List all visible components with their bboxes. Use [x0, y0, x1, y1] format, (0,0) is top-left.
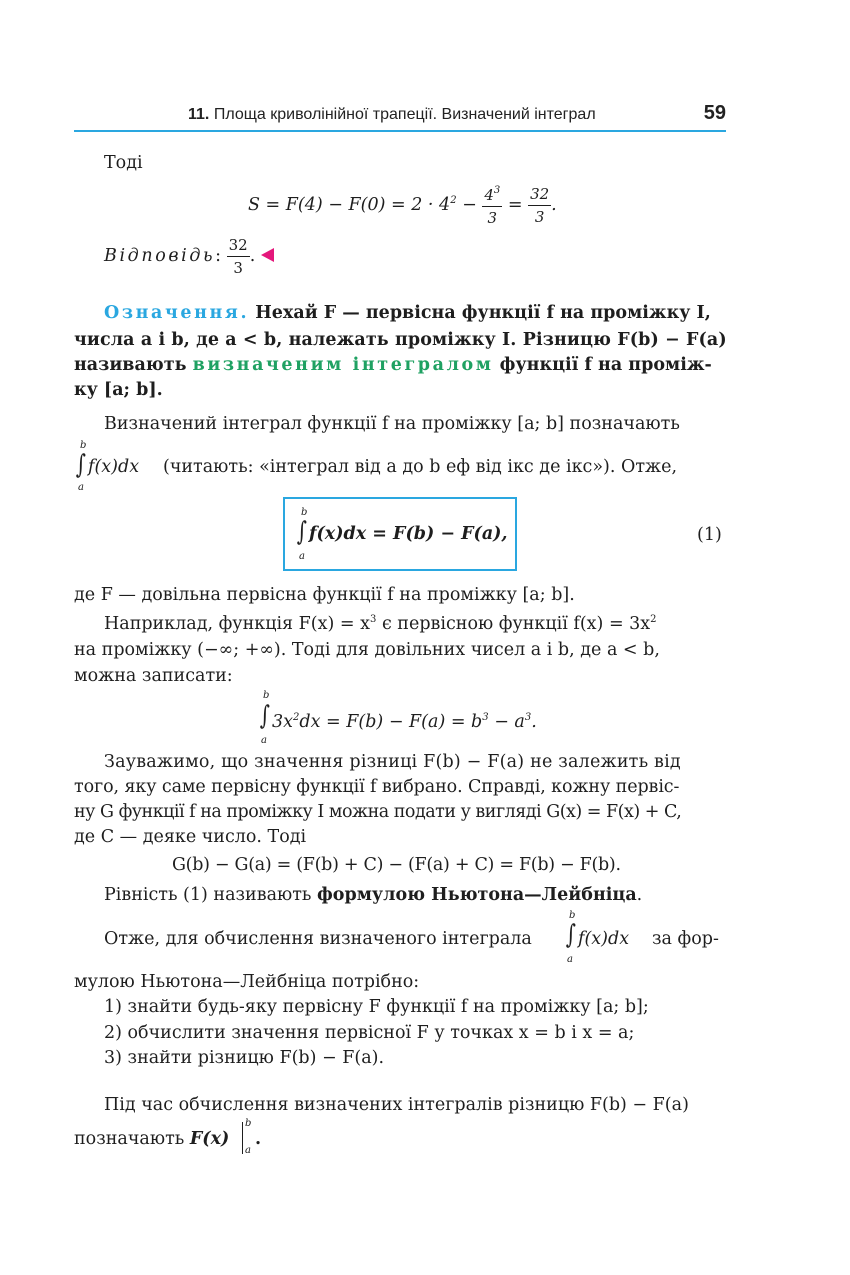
- integral-sign-icon: ∫: [565, 920, 576, 950]
- s-minus: −: [456, 195, 483, 215]
- paragraph-4-line-4: де C — деяке число. Тоді: [74, 827, 307, 847]
- p5-text: Рівність (1) називають: [104, 885, 318, 905]
- paragraph-4-line-3: ну G функції f на проміжку I можна подати у вигляді G(x) = F(x) + C,: [74, 802, 682, 822]
- paragraph-3-line-2: на проміжку (−∞; +∞). Тоді для довільних чисел a і b, де a < b,: [74, 640, 660, 660]
- key-formula-box: [283, 497, 517, 571]
- paragraph-1-integral-expr: f(x)dx: [88, 457, 140, 477]
- step-1: 1) знайти будь-яку первісну F функції f на проміжку [a; b];: [104, 997, 649, 1017]
- definition-line-3: [74, 353, 712, 377]
- paragraph-6-line-1-end: за фор-: [652, 929, 719, 949]
- s-frac2-den: 3: [534, 207, 545, 226]
- newton-leibniz-term: формулою Ньютона—Лейбніца: [317, 885, 637, 905]
- paragraph-3-line-1: [104, 608, 657, 636]
- definition-line-4: ку [a; b].: [74, 380, 163, 400]
- s-formula: [248, 181, 557, 226]
- todi-text: Тоді: [104, 153, 143, 173]
- formula-number: (1): [697, 525, 722, 545]
- definition-line-2: числа a і b, де a < b, належать проміжку I. Різницю F(b) − F(a): [74, 330, 727, 350]
- end-of-solution-marker-icon: [261, 248, 274, 262]
- page-header: [74, 100, 726, 132]
- paragraph-7-line-1: Під час обчислення визначених інтегралів різницю F(b) − F(a): [104, 1095, 689, 1115]
- p3-text-b: є первісною функції f(x) = 3x: [376, 614, 651, 634]
- s-fraction-2: [528, 184, 551, 226]
- ex-c: − a: [488, 712, 525, 732]
- ex-d: .: [531, 712, 537, 732]
- page-number: 59: [703, 102, 726, 124]
- paragraph-1-line-2: (читають: «інтеграл від a до b еф від ікс де ікс»). Отже,: [163, 457, 678, 477]
- definition-text-3b: функції f на проміж-: [493, 355, 712, 375]
- definition-text-3a: називають: [74, 355, 193, 375]
- step-2: 2) обчислити значення первісної F у точках x = b і x = a;: [104, 1023, 635, 1043]
- definition-term: визначеним інтегралом: [192, 355, 494, 375]
- integral-sign-icon: ∫: [259, 701, 270, 731]
- step-3: 3) знайти різницю F(b) − F(a).: [104, 1048, 385, 1068]
- s-formula-left: S = F(4) − F(0) = 2 · 4: [248, 195, 451, 215]
- paragraph-4-line-2: того, яку саме первісну функції f вибрано. Справді, кожну первіс-: [74, 777, 680, 797]
- paragraph-2: де F — довільна первісна функції f на проміжку [a; b].: [74, 585, 575, 605]
- example-lower-limit: a: [261, 735, 267, 746]
- paragraph-6-line-1-text: Отже, для обчислення визначеного інтеграла: [104, 929, 532, 949]
- paragraph-4-line-1: Зауважимо, що значення різниці F(b) − F(a) не залежить від: [104, 752, 681, 772]
- p3-pow2: 2: [650, 614, 657, 625]
- ex-pow2: 2: [293, 712, 300, 723]
- integral-sign-icon: ∫: [75, 450, 86, 480]
- p7-end: .: [255, 1129, 262, 1149]
- paragraph-5: [104, 883, 642, 907]
- example-upper-limit: b: [263, 690, 270, 701]
- g-difference-formula: G(b) − G(a) = (F(b) + C) − (F(a) + C) = F(b) − F(b).: [172, 855, 621, 875]
- ex-pow3a: 3: [482, 712, 489, 723]
- p7-text: позначають: [74, 1129, 190, 1149]
- definition-text-1: Нехай F — первісна функції f на проміжку I,: [249, 303, 711, 323]
- definition-label: Означення.: [104, 303, 250, 323]
- ex-a: 3x: [272, 712, 294, 732]
- boxed-formula: f(x)dx = F(b) − F(a),: [309, 524, 508, 544]
- answer-fraction: [227, 235, 250, 277]
- ex-b: dx = F(b) − F(a) = b: [299, 712, 483, 732]
- inline2-upper-limit: b: [569, 910, 576, 921]
- answer-end: .: [249, 246, 256, 266]
- answer-den: 3: [233, 258, 243, 277]
- evaluation-bar: [242, 1122, 243, 1154]
- s-sq: 2: [450, 195, 457, 206]
- ex-pow3b: 3: [524, 712, 532, 723]
- paragraph-6-line-2: мулою Ньютона—Лейбніца потрібно:: [74, 972, 420, 992]
- p3-text-a: Наприклад, функція F(x) = x: [104, 614, 370, 634]
- eval-lower-limit: a: [245, 1145, 251, 1156]
- p3-pow3: 3: [370, 614, 377, 625]
- eval-upper-limit: b: [245, 1118, 252, 1129]
- p5-end: .: [636, 885, 643, 905]
- inline2-lower-limit: a: [567, 954, 573, 965]
- s-frac-num: [482, 186, 502, 207]
- s-frac-num-base: 4: [484, 185, 494, 204]
- s-frac-den: 3: [487, 208, 498, 227]
- answer-num: 32: [227, 238, 250, 257]
- boxed-upper-limit: b: [301, 507, 308, 518]
- s-end: .: [551, 195, 557, 215]
- chapter-title: [188, 106, 596, 124]
- definition-line-1: [104, 301, 711, 325]
- boxed-lower-limit: a: [299, 551, 305, 562]
- s-eq: =: [502, 195, 529, 215]
- paragraph-3-line-3: можна записати:: [74, 666, 233, 686]
- integral-upper-limit: b: [80, 440, 87, 451]
- s-frac2-num: 32: [528, 187, 551, 206]
- answer-label: Відповідь: [104, 246, 216, 266]
- paragraph-1-line-1: Визначений інтеграл функції f на проміжку [a; b] позначають: [104, 414, 680, 434]
- paragraph-7-line-2: [74, 1127, 229, 1151]
- p7-expr: F(x): [189, 1129, 230, 1149]
- answer-colon: :: [215, 246, 227, 266]
- s-fraction-1: [482, 186, 502, 226]
- s-frac-num-pow: 3: [493, 184, 501, 196]
- paragraph-6-integral-expr: f(x)dx: [578, 929, 630, 949]
- integral-lower-limit: a: [78, 482, 84, 493]
- integral-sign-icon: ∫: [296, 517, 307, 547]
- chapter-number: 11.: [188, 106, 210, 123]
- answer-line: [104, 236, 274, 276]
- example-formula: [272, 706, 537, 734]
- chapter-title-text: Площа криволінійної трапеції. Визначений інтеграл: [213, 106, 596, 123]
